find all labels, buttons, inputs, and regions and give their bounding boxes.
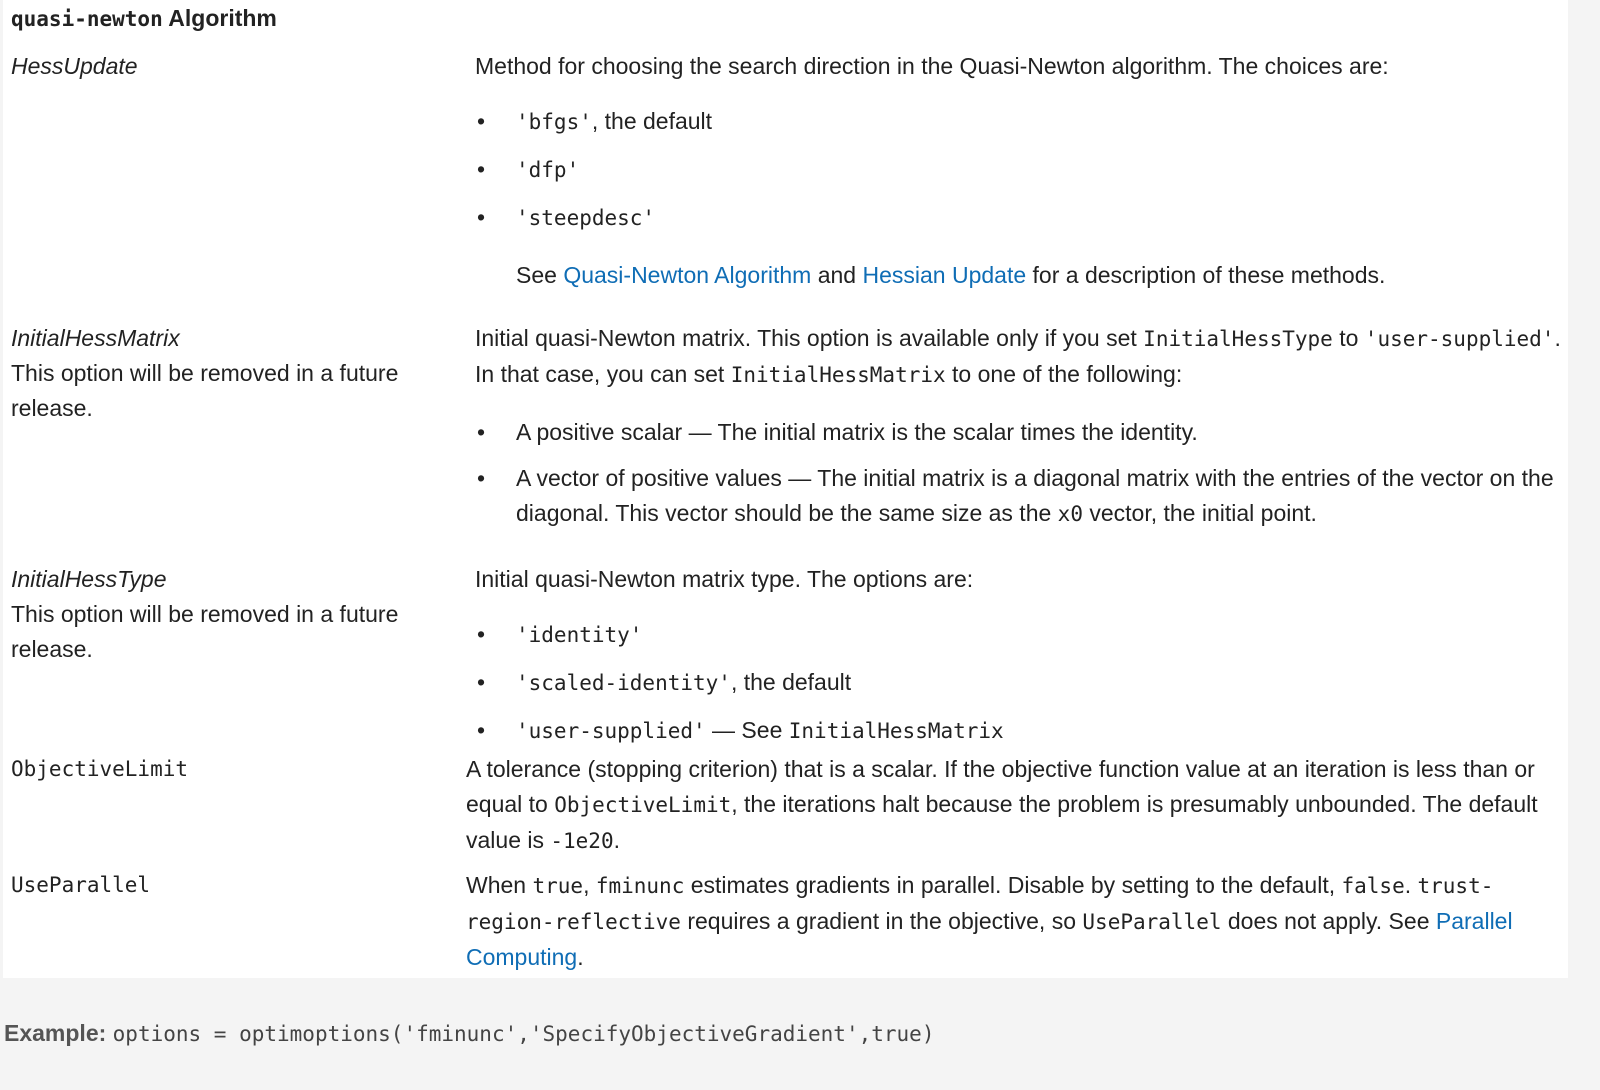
option-name: UseParallel [11, 873, 151, 897]
see-also: See Quasi-Newton Algorithm and Hessian Update for a description of these methods. [516, 262, 1386, 288]
desc-initialhessmatrix [475, 321, 1565, 532]
heading-code: quasi-newton [11, 7, 163, 31]
option-name: InitialHessType [11, 566, 167, 592]
heading-text: Algorithm [168, 5, 277, 31]
example-code: options = optimoptions('fminunc','SpecifyObjectiveGradient',true) [112, 1022, 935, 1046]
option-intro: Method for choosing the search direction in the Quasi-Newton algorithm. The choices are: [475, 53, 1389, 79]
list-item: • 'dfp' [476, 156, 580, 182]
term-useparallel [11, 868, 461, 903]
desc-objectivelimit [466, 752, 1561, 859]
list-item: • 'steepdesc' [476, 204, 656, 230]
list-item: • 'identity' [476, 621, 643, 647]
list-item: • 'user-supplied' — See InitialHessMatrix [476, 717, 1004, 743]
option-description: A tolerance (stopping criterion) that is a scalar. If the objective function value at an iteration is less than or equal to ObjectiveLimit, the iterations halt because the problem is presumably unbounded. The default value is -1e20. [466, 756, 1538, 853]
term-initialhesstype [11, 562, 461, 667]
option-name: InitialHessMatrix [11, 325, 180, 351]
example-label: Example: [4, 1020, 107, 1046]
list-item: • 'bfgs', the default [476, 108, 713, 134]
parallel-computing-link[interactable]: Parallel Computing [466, 908, 1513, 970]
choices-list [475, 617, 1565, 749]
list-item: • A positive scalar — The initial matrix is the scalar times the identity. [476, 419, 1198, 445]
choices-list [475, 104, 1565, 236]
term-hessupdate [11, 49, 461, 84]
options-panel [3, 0, 1568, 978]
choices-list [475, 415, 1565, 532]
option-intro: Initial quasi-Newton matrix. This option is available only if you set InitialHessType to 'user-supplied'. In that case, you can set InitialHessMatrix to one of the following: [475, 325, 1561, 387]
list-item: • 'scaled-identity', the default [476, 669, 852, 695]
section-heading [11, 5, 277, 32]
option-intro: Initial quasi-Newton matrix type. The options are: [475, 566, 974, 592]
desc-hessupdate [475, 49, 1565, 293]
option-name: HessUpdate [11, 53, 138, 79]
desc-initialhesstype [475, 562, 1565, 749]
deprecation-note: This option will be removed in a future release. [11, 360, 399, 421]
option-name: ObjectiveLimit [11, 757, 189, 781]
example-line [4, 1020, 934, 1047]
hessian-update-link[interactable]: Hessian Update [862, 262, 1027, 288]
deprecation-note: This option will be removed in a future release. [11, 601, 399, 662]
desc-useparallel [466, 868, 1561, 975]
term-objectivelimit [11, 752, 461, 787]
term-initialhessmatrix [11, 321, 461, 426]
list-item: • A vector of positive values — The initial matrix is a diagonal matrix with the entries of the vector on the diagonal. This vector should be the same size as the x0 vector, the initial point. [476, 465, 1554, 526]
option-description: When true, fminunc estimates gradients in parallel. Disable by setting to the default, false. trust-region-reflective requires a gradient in the objective, so UseParallel does not apply. See Parallel Computing. [466, 872, 1513, 970]
quasi-newton-algorithm-link[interactable]: Quasi-Newton Algorithm [563, 262, 812, 288]
